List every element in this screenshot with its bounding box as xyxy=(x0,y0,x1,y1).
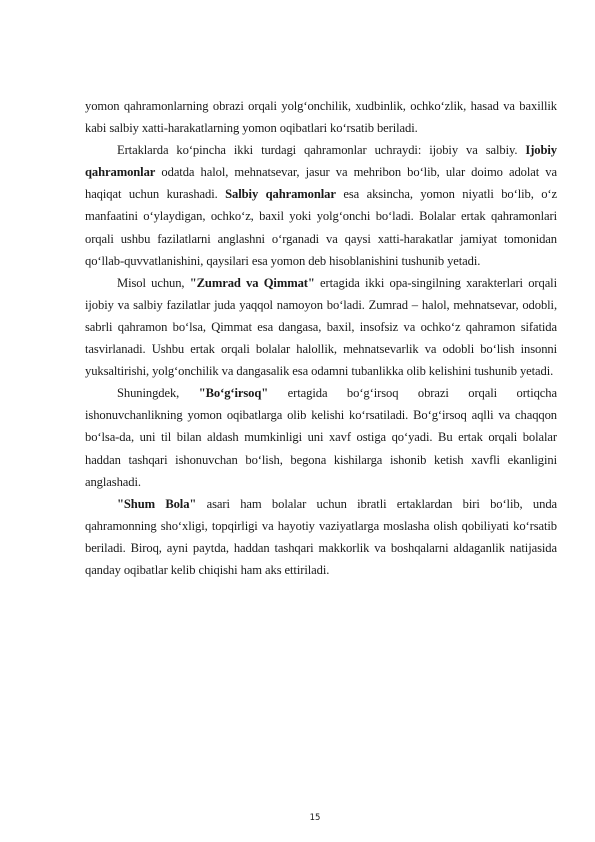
paragraph xyxy=(85,272,557,382)
text-run: esa aksincha, yomon niyatli bo‘lib, o‘z manfaatini o‘ylaydigan, ochko‘z, baxil yoki yolg‘onchi bo‘ladi. Bolalar ertak qahramonlari orqali ushbu fazilatlarni anglashni o‘rganadi va qaysi xatti-harakatlar jamiyat tomonidan qo‘llab-quvvatlanishini, qaysilari esa yomon deb hisoblanishini tushunib yetadi. xyxy=(85,187,557,268)
bold-term: "Bo‘g‘irsoq" xyxy=(198,386,269,401)
bold-term: Salbiy qahramonlar xyxy=(225,187,336,202)
text-run: ertagida ikki opa-singilning xarakterlari orqali ijobiy va salbiy fazilatlar juda yaqqol namoyon bo‘ladi. Zumrad – halol, mehnatsevar, odobli, sabrli qahramon bo‘lsa, Qimmat esa dangasa, baxil, insofsiz va ochko‘z qahramon sifatida tasvirlanadi. Ushbu ertak orqali bolalar halollik, mehnatsevarlik va odobli bo‘lish insonni yuksaltirishi, yolg‘onchilik va dangasalik esa odamni tubanlikka olib kelishini tushunib yetadi. xyxy=(85,275,557,379)
text-run: Shuningdek, xyxy=(117,386,199,401)
paragraph xyxy=(85,139,557,272)
bold-term: "Shum Bola" xyxy=(117,496,197,511)
body-text xyxy=(85,95,557,581)
text-run: ertagida bo‘g‘irsoq obrazi orqali ortiqcha ishonuvchanlikning yomon oqibatlarga olib kelishi ko‘rsatiladi. Bo‘g‘irsoq aqlli va chaqqon bo‘lsa-da, uni til bilan aldash mumkinligi uni xavf ostiga qo‘yadi. Bu ertak orqali bolalar haddan tashqari ishonuvchan bo‘lish, begona kishilarga ishonib ketish xavfli ekanligini anglashadi. xyxy=(85,386,557,489)
text-run: Ertaklarda ko‘pincha ikki turdagi qahramonlar uchraydi: ijobiy va salbiy. xyxy=(117,143,526,158)
bold-term: "Zumrad va Qimmat" xyxy=(189,275,315,290)
page-number: 15 xyxy=(309,813,321,823)
text-run: yomon qahramonlarning obrazi orqali yolg‘onchilik, xudbinlik, ochko‘zlik, hasad va baxillik kabi salbiy xatti-harakatlarning yomon oqibatlari ko‘rsatib beriladi. xyxy=(85,99,557,136)
text-run: Misol uchun, xyxy=(117,275,190,290)
bold-term: Ijobiy qahramonlar xyxy=(85,143,557,180)
paragraph xyxy=(85,95,557,139)
text-run: odatda halol, mehnatsevar, jasur va mehribon bo‘lib, ular doimo adolat va haqiqat uchun kurashadi. xyxy=(85,165,557,202)
paragraph xyxy=(85,382,557,492)
text-run: asari ham bolalar uchun ibratli ertaklardan biri bo‘lib, unda qahramonning sho‘xligi, topqirligi va hayotiy vaziyatlarga moslasha olish qobiliyati ko‘rsatib beriladi. Biroq, ayni paytda, haddan tashqari makkorlik va boshqalarni aldaganlik natijasida qanday oqibatlar kelib chiqishi ham aks ettiriladi. xyxy=(85,496,558,577)
paragraph xyxy=(85,493,557,581)
